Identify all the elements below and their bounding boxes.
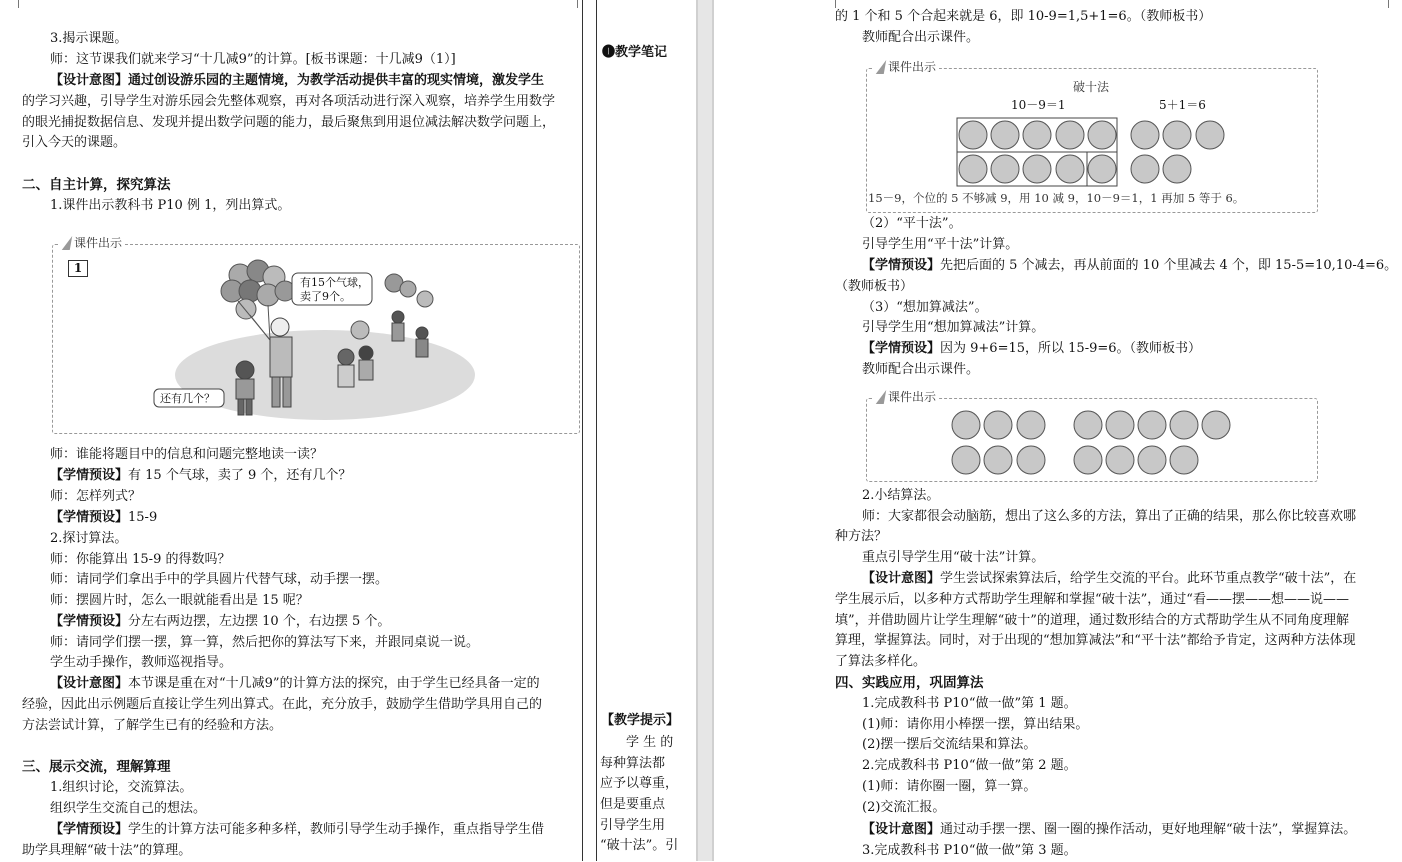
text-line: 【学情预设】先把后面的 5 个减去，再从前面的 10 个里减去 4 个，即 15-5=10,10-4=6。 (862, 258, 1398, 273)
text-line: 【设计意图】通过动手摆一摆、圈一圈的操作活动，更好地理解“破十法”，掌握算法。 (862, 822, 1357, 837)
equation-right: 5＋1＝6 (1159, 98, 1206, 112)
text-line: 重点引导学生用“破十法”计算。 (862, 550, 1045, 565)
text-line: 助学具理解“破十法”的算理。 (22, 843, 192, 858)
text-line: 【设计意图】本节课是重在对“十几减9”的计算方法的探究，由于学生已经具备一定的 (50, 676, 540, 691)
tip-line: 每种算法都 (600, 756, 666, 771)
text-line: 的学习兴趣，引导学生对游乐园会先整体观察，再对各项活动进行深入观察，培养学生用数学 (22, 94, 556, 109)
label-prefix: 【设计意图】 (50, 73, 129, 88)
margin-divider-left (582, 0, 583, 861)
text-line: 师：怎样列式？ (50, 489, 142, 504)
text-line: （3）“想加算减法”。 (862, 300, 988, 315)
tip-line: 应予以尊重， (600, 776, 679, 791)
bubble-line: 还有几个？ (160, 392, 215, 405)
counters-row-1 (959, 121, 1224, 149)
figure-caption: 15－9，个位的 5 不够减 9，用 10 减 9，10－9＝1，1 再加 5 等于 6。 (868, 191, 1245, 205)
figure-title: 破十法 (1073, 80, 1110, 94)
label-prefix: 【学情预设】 (862, 258, 941, 273)
text-line: 1.完成教科书 P10“做一做”第 1 题。 (862, 696, 1077, 711)
text-line: 师：谁能将题目中的信息和问题完整地读一读？ (50, 447, 324, 462)
margin-divider-right (596, 0, 597, 861)
label-prefix: 【学情预设】 (50, 614, 129, 629)
tip-line: 引导学生用 (600, 818, 666, 833)
label-prefix: 【学情预设】 (862, 341, 941, 356)
label-prefix: 【设计意图】 (862, 571, 941, 586)
courseware-label (60, 234, 125, 251)
speech-bubble-bottom (154, 389, 224, 407)
balloon-illustration (150, 255, 480, 425)
tip-line: 学 生 的 (626, 735, 674, 750)
text-line: 种方法？ (835, 529, 888, 544)
flag-icon (876, 60, 886, 74)
label-prefix: 【教学提示】 (601, 713, 680, 728)
text-line: (1)师：请你圈一圈，算一算。 (862, 779, 1037, 794)
text-line: 2.完成教科书 P10“做一做”第 2 题。 (862, 758, 1077, 773)
text-line: 3.揭示课题。 (50, 31, 128, 46)
text-line: （2）“平十法”。 (862, 216, 962, 231)
text-line: 组织学生交流自己的想法。 (50, 801, 207, 816)
label-prefix: 【设计意图】 (862, 822, 941, 837)
text-line: 教师配合出示课件。 (862, 30, 980, 45)
example-number: 1 (68, 260, 88, 277)
text-line: 1.组织讨论，交流算法。 (50, 780, 193, 795)
crop-mark (577, 0, 578, 8)
counters-ten-frame (952, 114, 1232, 190)
text-line: (1)师：请你用小棒摆一摆，算出结果。 (862, 717, 1089, 732)
text-line: 师：请同学们摆一摆，算一算，然后把你的算法写下来，并跟同桌说一说。 (50, 635, 480, 650)
text-line: 的 1 个和 5 个合起来就是 6，即 10-9=1,5+1=6。（教师板书） (835, 9, 1212, 24)
text-line: 【设计意图】通过创设游乐园的主题情境，为教学活动提供丰富的现实情境，激发学生 (50, 73, 545, 88)
text-line: 【设计意图】学生尝试探索算法后，给学生交流的平台。此环节重点教学“破十法”，在 (862, 571, 1357, 586)
page-gap (698, 0, 712, 861)
crop-mark (18, 0, 19, 8)
text-line: 教师配合出示课件。 (862, 362, 980, 377)
text-line: 【学情预设】有 15 个气球，卖了 9 个，还有几个？ (50, 468, 352, 483)
text-line: 算理，掌握算法。同时，对于出现的“想加算减法”和“平十法”都给予肯定，这两种方法体现 (835, 633, 1356, 648)
teaching-tip-title (601, 711, 679, 732)
tip-line: “破十法”。引 (600, 838, 679, 853)
tip-line: 但是要重点 (600, 797, 666, 812)
text-line: 学生展示后，以多种方式帮助学生理解和掌握“破十法”，通过“看——摆——想——说—— (835, 592, 1349, 607)
equation-left: 10－9＝1 (1011, 98, 1066, 112)
text-line: 引导学生用“想加算减法”计算。 (862, 320, 1045, 335)
text-line: 方法尝试计算，了解学生已有的经验和方法。 (22, 718, 283, 733)
courseware-label-text: 课件出示 (888, 60, 937, 74)
text-line: 1.课件出示教科书 P10 例 1，列出算式。 (50, 198, 291, 213)
counters-groups (948, 408, 1238, 478)
text-line: 师：你能算出 15-9 的得数吗？ (50, 552, 231, 567)
crop-mark (1388, 0, 1389, 8)
bubble-line: 卖了9个。 (300, 290, 351, 303)
text-line: 师：请同学们拿出手中的学具圆片代替气球，动手摆一摆。 (50, 572, 389, 587)
text-line: 2.小结算法。 (862, 488, 940, 503)
text-line: 了算法多样化。 (835, 654, 927, 669)
counters-row-2 (959, 155, 1191, 183)
text-line: 【学情预设】15-9 (50, 510, 158, 525)
courseware-label-text: 课件出示 (888, 390, 937, 404)
text-line: (2)交流汇报。 (862, 800, 946, 815)
text-line: 引导学生用“平十法”计算。 (862, 237, 1019, 252)
label-prefix: 【学情预设】 (50, 468, 129, 483)
bubble-line: 有15个气球， (300, 276, 369, 289)
text-line: 【学情预设】因为 9+6=15，所以 15-9=6。（教师板书） (862, 341, 1202, 356)
text-line: 师：摆圆片时，怎么一眼就能看出是 15 呢？ (50, 593, 309, 608)
section-heading: 四、实践应用，巩固算法 (835, 675, 984, 691)
text-line: 填”，并借助圆片让学生理解“破十”的道理，通过数形结合的方式帮助学生从不同角度理解 (835, 613, 1349, 628)
text-line: 经验，因此出示例题后直接让学生列出算式。在此，充分放手，鼓励学生借助学具用自己的 (22, 697, 543, 712)
text-line: 师：这节课我们就来学习“十几减9”的计算。[板书课题：十几减9（1）] (50, 52, 456, 67)
label-prefix: 【学情预设】 (50, 822, 129, 837)
speech-bubble-top (292, 273, 372, 305)
flag-icon (876, 390, 886, 404)
section-heading: 二、自主计算，探究算法 (22, 177, 171, 193)
text-line: 3.完成教科书 P10“做一做”第 3 题。 (862, 843, 1077, 858)
label-prefix: 【设计意图】 (50, 676, 129, 691)
text-line: (2)摆一摆后交流结果和算法。 (862, 737, 1037, 752)
label-prefix: 【学情预设】 (50, 510, 129, 525)
teaching-notes-title: ❶教学笔记 (602, 45, 668, 60)
text-line: 的眼光捕捉数据信息、发现并提出数学问题的能力，最后聚焦到用退位减法解决数学问题上， (22, 115, 556, 130)
text-line: 师：大家都很会动脑筋，想出了这么多的方法，算出了正确的结果，那么你比较喜欢哪 (862, 509, 1357, 524)
counters-left-group (952, 411, 1045, 474)
page-edge-right (712, 0, 714, 861)
courseware-label-text: 课件出示 (74, 236, 123, 250)
text-line: （教师板书） (835, 279, 914, 294)
courseware-label (874, 58, 939, 75)
text-line: 学生动手操作，教师巡视指导。 (50, 655, 233, 670)
text-line: 引入今天的课题。 (22, 135, 127, 150)
counters-right-group (1074, 411, 1230, 474)
text-line: 2.探讨算法。 (50, 531, 128, 546)
flag-icon (62, 236, 72, 250)
courseware-label (874, 388, 939, 405)
text-line: 【学情预设】学生的计算方法可能多种多样，教师引导学生动手操作，重点指导学生借 (50, 822, 545, 837)
text-line: 【学情预设】分左右两边摆，左边摆 10 个，右边摆 5 个。 (50, 614, 391, 629)
section-heading: 三、展示交流，理解算理 (22, 759, 171, 775)
